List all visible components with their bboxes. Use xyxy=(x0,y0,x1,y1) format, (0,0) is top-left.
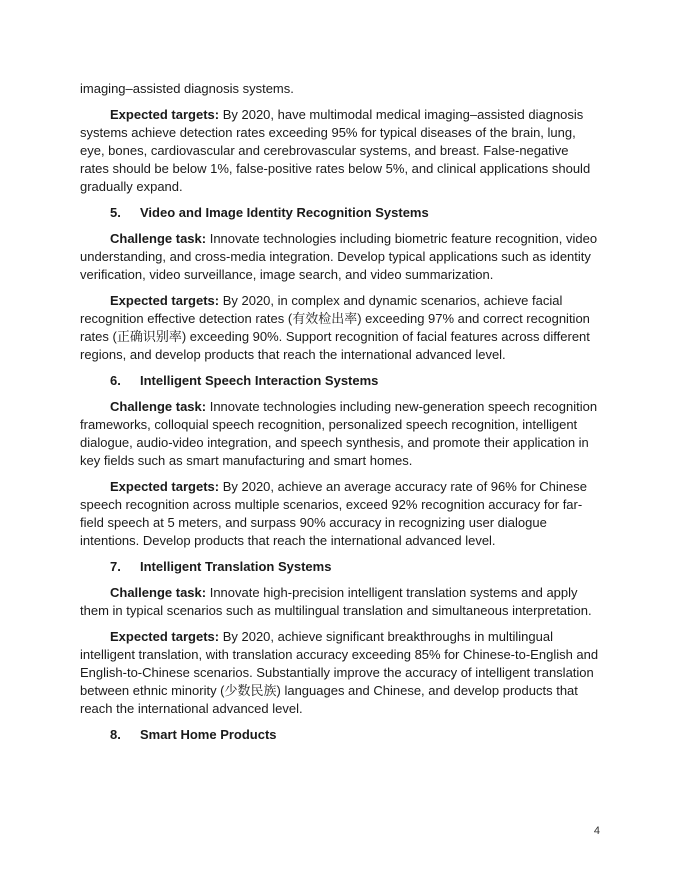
paragraph-expected-targets-speech xyxy=(80,478,600,550)
section-heading-7 xyxy=(80,558,600,576)
paragraph-text: By 2020, achieve significant breakthroughs in multilingual intelligent translation, with translation accuracy exceeding 85% for Chinese-to-English and English-to-Chinese scenarios. Substantially improve the accuracy of intelligent translation between ethnic minority (少数民族) languages and Chinese, and develop products that reach the international advanced level. xyxy=(80,629,599,716)
section-number: 7. xyxy=(110,559,121,574)
document-page xyxy=(80,80,600,752)
section-number: 6. xyxy=(110,373,121,388)
paragraph-label: Challenge task: xyxy=(110,399,207,414)
paragraph-challenge-task-speech xyxy=(80,398,600,470)
paragraph-label: Expected targets: xyxy=(110,479,220,494)
page-number: 4 xyxy=(593,825,600,837)
section-title: Smart Home Products xyxy=(140,727,277,742)
paragraph-label: Expected targets: xyxy=(110,107,220,122)
paragraph-expected-targets-imaging xyxy=(80,106,600,196)
paragraph-label: Expected targets: xyxy=(110,629,220,644)
paragraph-challenge-task-translation xyxy=(80,584,600,620)
paragraph-challenge-task-video xyxy=(80,230,600,284)
paragraph-label: Expected targets: xyxy=(110,293,220,308)
paragraph-text: By 2020, have multimodal medical imaging–assisted diagnosis systems achieve detection rates exceeding 95% for typical diseases of the brain, lung, eye, bones, cardiovascular and cerebrovascular systems, and breast. False-negative rates should be below 1%, false-positive rates below 5%, and clinical applications should gradually expand. xyxy=(80,107,591,194)
section-title: Intelligent Speech Interaction Systems xyxy=(140,373,379,388)
paragraph-text: Innovate technologies including biometric feature recognition, video understanding, and cross-media integration. Develop typical applications such as identity verification, video surveillance, image search, and video summarization. xyxy=(80,231,598,282)
section-heading-8 xyxy=(80,726,600,744)
paragraph-text: Innovate high-precision intelligent translation systems and apply them in typical scenarios such as multilingual translation and simultaneous interpretation. xyxy=(80,585,592,618)
paragraph-text: Innovate technologies including new-generation speech recognition frameworks, colloquial speech recognition, personalized speech recognition, intelligent dialogue, audio-video integration, and speech synthesis, and promote their application in key fields such as smart manufacturing and smart homes. xyxy=(80,399,598,468)
paragraph-expected-targets-translation xyxy=(80,628,600,718)
paragraph-text: By 2020, in complex and dynamic scenarios, achieve facial recognition effective detection rates (有效检出率) exceeding 97% and correct recognition rates (正确识别率) exceeding 90%. Support recognition of facial features across different regions, and develop products that reach the international advanced level. xyxy=(80,293,590,362)
section-title: Intelligent Translation Systems xyxy=(140,559,332,574)
paragraph-label: Challenge task: xyxy=(110,231,207,246)
section-number: 8. xyxy=(110,727,121,742)
section-title: Video and Image Identity Recognition Systems xyxy=(140,205,429,220)
paragraph-text: By 2020, achieve an average accuracy rate of 96% for Chinese speech recognition across multiple scenarios, exceed 92% recognition accuracy for far-field speech at 5 meters, and surpass 90% accuracy in recognizing user dialogue intentions. Develop products that reach the international advanced level. xyxy=(80,479,587,548)
paragraph-continuation: imaging–assisted diagnosis systems. xyxy=(80,81,294,96)
section-heading-6 xyxy=(80,372,600,390)
paragraph-expected-targets-video xyxy=(80,292,600,364)
section-number: 5. xyxy=(110,205,121,220)
paragraph-label: Challenge task: xyxy=(110,585,207,600)
section-heading-5 xyxy=(80,204,600,222)
